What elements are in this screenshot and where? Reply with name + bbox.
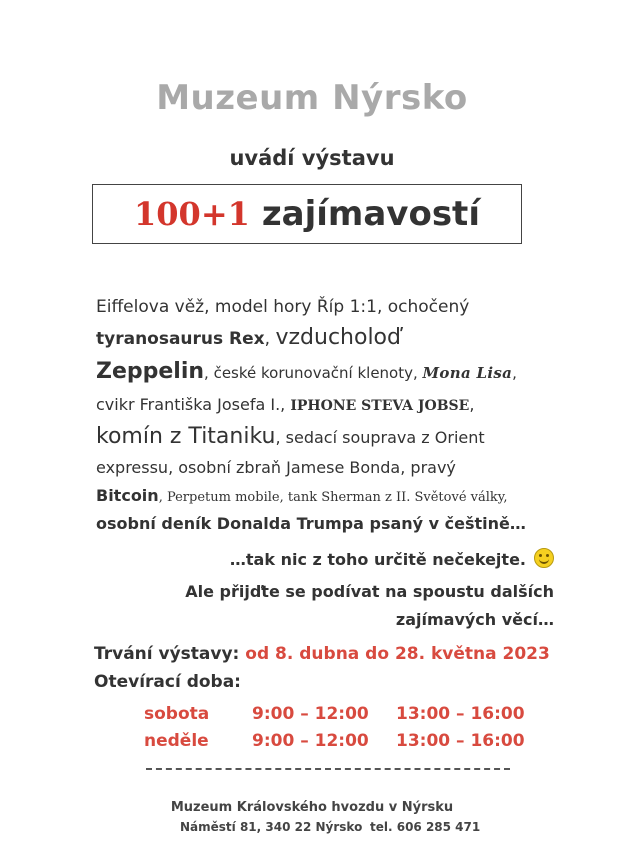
list-text: expressu, osobní zbraň Jamese Bonda, pravý: [96, 458, 456, 477]
list-text: Bitcoin: [96, 486, 159, 505]
hours-day: sobota: [144, 704, 210, 724]
exhibit-title-box: [92, 184, 522, 244]
museum-title: Muzeum Nýrsko: [156, 78, 468, 118]
list-line: [96, 454, 576, 482]
hours-day: neděle: [144, 731, 209, 751]
list-text: cvikr Františka Josefa I.,: [96, 395, 291, 414]
attractions-list: [96, 292, 576, 538]
exhibit-word: zajímavostí: [261, 194, 480, 234]
hours-morning: 9:00 – 12:00: [252, 704, 369, 724]
list-line: [96, 322, 576, 354]
list-text: Zeppelin: [96, 359, 205, 384]
list-text: , české korunovační klenoty,: [204, 364, 423, 382]
divider: [146, 768, 510, 770]
list-text: Eiffelova věž, model hory Říp 1:1, ochočený: [96, 297, 470, 317]
smiley-face-icon: [534, 548, 554, 568]
hours-afternoon: 13:00 – 16:00: [396, 731, 525, 751]
list-text: , sedací souprava z Orient: [275, 428, 485, 447]
list-text: ,: [264, 329, 276, 349]
list-text: tyranosaurus Rex: [96, 329, 265, 349]
tease-line: [230, 548, 554, 569]
list-line: [96, 510, 576, 538]
list-line: [96, 354, 576, 390]
list-text: Mona Lisa: [422, 364, 513, 382]
duration-label: Trvání výstavy:: [94, 644, 246, 664]
list-text: , Perpetum mobile, tank Sherman z II. Světové války,: [158, 490, 508, 505]
list-text: ,: [512, 364, 517, 382]
list-line: [96, 482, 576, 510]
footer-phone: tel. 606 285 471: [370, 820, 481, 834]
hours-afternoon: 13:00 – 16:00: [396, 704, 525, 724]
hours-morning: 9:00 – 12:00: [252, 731, 369, 751]
tease-line: zajímavých věcí…: [395, 610, 554, 629]
footer-museum-name: Muzeum Královského hvozdu v Nýrsku: [170, 800, 454, 815]
list-text: IPHONE STEVA JOBSE: [290, 398, 470, 414]
list-text: komín z Titaniku: [96, 424, 276, 449]
list-text: vzducholoď: [275, 325, 401, 350]
exhibition-duration: [94, 644, 550, 664]
list-line: [96, 292, 576, 322]
duration-value: od 8. dubna do 28. května 2023: [245, 644, 550, 664]
list-line: [96, 420, 576, 454]
list-text: osobní deník Donalda Trumpa psaný v češtině…: [96, 514, 526, 533]
opening-hours-label: Otevírací doba:: [94, 672, 241, 692]
footer-address: Náměstí 81, 340 22 Nýrsko: [180, 820, 363, 834]
subtitle: uvádí výstavu: [229, 146, 395, 170]
tease-line: Ale přijďte se podívat na spoustu dalších: [185, 582, 554, 601]
list-text: ,: [469, 395, 475, 414]
exhibit-number: 100+1: [134, 195, 250, 233]
list-line: [96, 390, 576, 420]
tease-text: …tak nic z toho určitě nečekejte.: [229, 550, 526, 569]
